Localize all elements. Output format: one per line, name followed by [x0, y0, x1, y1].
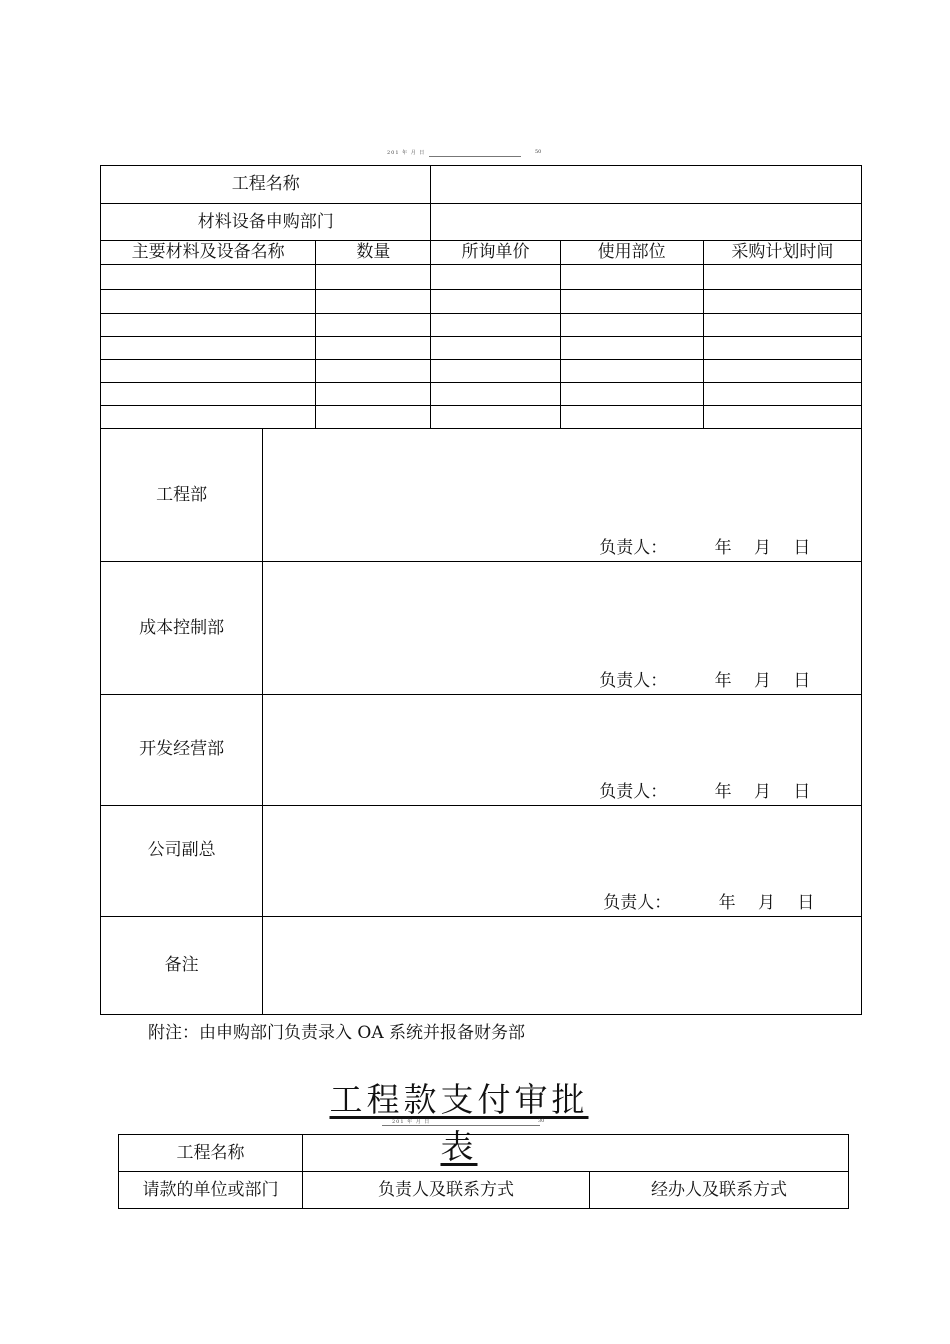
header-rule — [382, 1125, 540, 1126]
approval-row-cost-control — [101, 562, 862, 695]
header-rule — [429, 156, 521, 157]
table-cell[interactable] — [316, 314, 431, 337]
table-cell[interactable] — [101, 383, 316, 406]
sign-label: 负责人： — [599, 671, 668, 691]
column-header: 请款的单位或部门 — [119, 1172, 303, 1209]
table-cell[interactable] — [431, 360, 560, 383]
payment-approval-table — [118, 1134, 849, 1209]
table-row — [101, 383, 862, 406]
table-cell[interactable] — [316, 337, 431, 360]
sign-label: 负责人： — [599, 538, 668, 558]
header-page-number: 30 — [538, 1118, 545, 1124]
sign-month: 月 — [754, 782, 772, 802]
approval-opinion-field[interactable] — [263, 562, 862, 695]
column-header: 经办人及联系方式 — [590, 1172, 849, 1209]
table-cell[interactable] — [431, 383, 560, 406]
sign-month: 月 — [754, 538, 772, 558]
approval-dept-label: 开发经营部 — [101, 695, 263, 806]
approval-row-development — [101, 695, 862, 806]
table-cell[interactable] — [560, 337, 703, 360]
table-cell[interactable] — [560, 360, 703, 383]
table-cell[interactable] — [703, 314, 861, 337]
table-cell[interactable] — [560, 265, 703, 290]
purchase-dept-field[interactable] — [431, 204, 862, 241]
column-header: 数量 — [316, 241, 431, 265]
header-page-number: 50 — [535, 149, 542, 155]
approval-dept-label: 成本控制部 — [101, 562, 263, 695]
table-cell[interactable] — [703, 383, 861, 406]
sign-day: 日 — [793, 538, 811, 558]
table-cell[interactable] — [431, 406, 560, 429]
remarks-label: 备注 — [101, 917, 263, 1015]
sign-year: 年 — [714, 671, 732, 691]
table-cell[interactable] — [101, 360, 316, 383]
purchase-dept-label: 材料设备申购部门 — [101, 204, 431, 241]
remarks-row — [101, 917, 862, 1015]
table-row — [101, 406, 862, 429]
table-cell[interactable] — [101, 406, 316, 429]
table-cell[interactable] — [316, 360, 431, 383]
table-header-row — [101, 241, 862, 265]
purchase-request-table — [100, 165, 862, 1015]
header-date: 201 年 月 日 — [387, 150, 426, 156]
table-cell[interactable] — [431, 314, 560, 337]
signature-line — [599, 784, 810, 801]
table-row — [101, 360, 862, 383]
signature-line — [603, 895, 814, 912]
signature-line — [599, 673, 810, 690]
project-name-label: 工程名称 — [101, 166, 431, 204]
sign-year: 年 — [714, 782, 732, 802]
table-row — [101, 290, 862, 314]
table-cell[interactable] — [703, 360, 861, 383]
sign-day: 日 — [793, 671, 811, 691]
approval-opinion-field[interactable] — [263, 806, 862, 917]
table-header-row — [119, 1172, 849, 1209]
table-cell[interactable] — [703, 406, 861, 429]
approval-opinion-field[interactable] — [263, 429, 862, 562]
sign-label: 负责人： — [603, 893, 672, 913]
table-cell[interactable] — [431, 337, 560, 360]
sign-month: 月 — [758, 893, 776, 913]
column-header: 所询单价 — [431, 241, 560, 265]
table-cell[interactable] — [560, 383, 703, 406]
table-cell[interactable] — [431, 290, 560, 314]
payment-project-name-label: 工程名称 — [119, 1135, 303, 1172]
table-row — [101, 314, 862, 337]
table-cell[interactable] — [101, 265, 316, 290]
footnote: 附注：由申购部门负责录入 OA 系统并报备财务部 — [148, 1023, 526, 1043]
approval-row-vice-president — [101, 806, 862, 917]
approval-row-engineering — [101, 429, 862, 562]
column-header: 使用部位 — [560, 241, 703, 265]
project-name-field[interactable] — [431, 166, 862, 204]
header-date: 201 年 月 日 — [392, 1119, 431, 1125]
table-row — [101, 265, 862, 290]
sign-label: 负责人： — [599, 782, 668, 802]
payment-project-name-field[interactable] — [303, 1135, 849, 1172]
approval-opinion-field[interactable] — [263, 695, 862, 806]
table-cell[interactable] — [703, 265, 861, 290]
sign-day: 日 — [793, 782, 811, 802]
signature-line — [599, 540, 810, 557]
table-cell[interactable] — [560, 406, 703, 429]
table-cell[interactable] — [316, 265, 431, 290]
table-cell[interactable] — [703, 337, 861, 360]
table-cell[interactable] — [316, 406, 431, 429]
table-cell[interactable] — [316, 383, 431, 406]
column-header: 负责人及联系方式 — [303, 1172, 590, 1209]
column-header: 采购计划时间 — [703, 241, 861, 265]
table-row — [101, 337, 862, 360]
approval-dept-label: 工程部 — [101, 429, 263, 562]
sign-year: 年 — [714, 538, 732, 558]
table-cell[interactable] — [431, 265, 560, 290]
table-cell[interactable] — [101, 290, 316, 314]
table-cell[interactable] — [560, 314, 703, 337]
remarks-field[interactable] — [263, 917, 862, 1015]
table-cell[interactable] — [560, 290, 703, 314]
page-header — [385, 148, 545, 160]
sign-day: 日 — [797, 893, 815, 913]
approval-dept-label: 公司副总 — [101, 806, 263, 917]
column-header: 主要材料及设备名称 — [101, 241, 316, 265]
sign-month: 月 — [754, 671, 772, 691]
table-cell[interactable] — [101, 314, 316, 337]
table-cell[interactable] — [101, 337, 316, 360]
sign-year: 年 — [718, 893, 736, 913]
table-cell[interactable] — [703, 290, 861, 314]
payment-form-title: 工程款支付审批表 — [329, 1080, 589, 1166]
table-cell[interactable] — [316, 290, 431, 314]
page-header — [382, 1118, 552, 1130]
